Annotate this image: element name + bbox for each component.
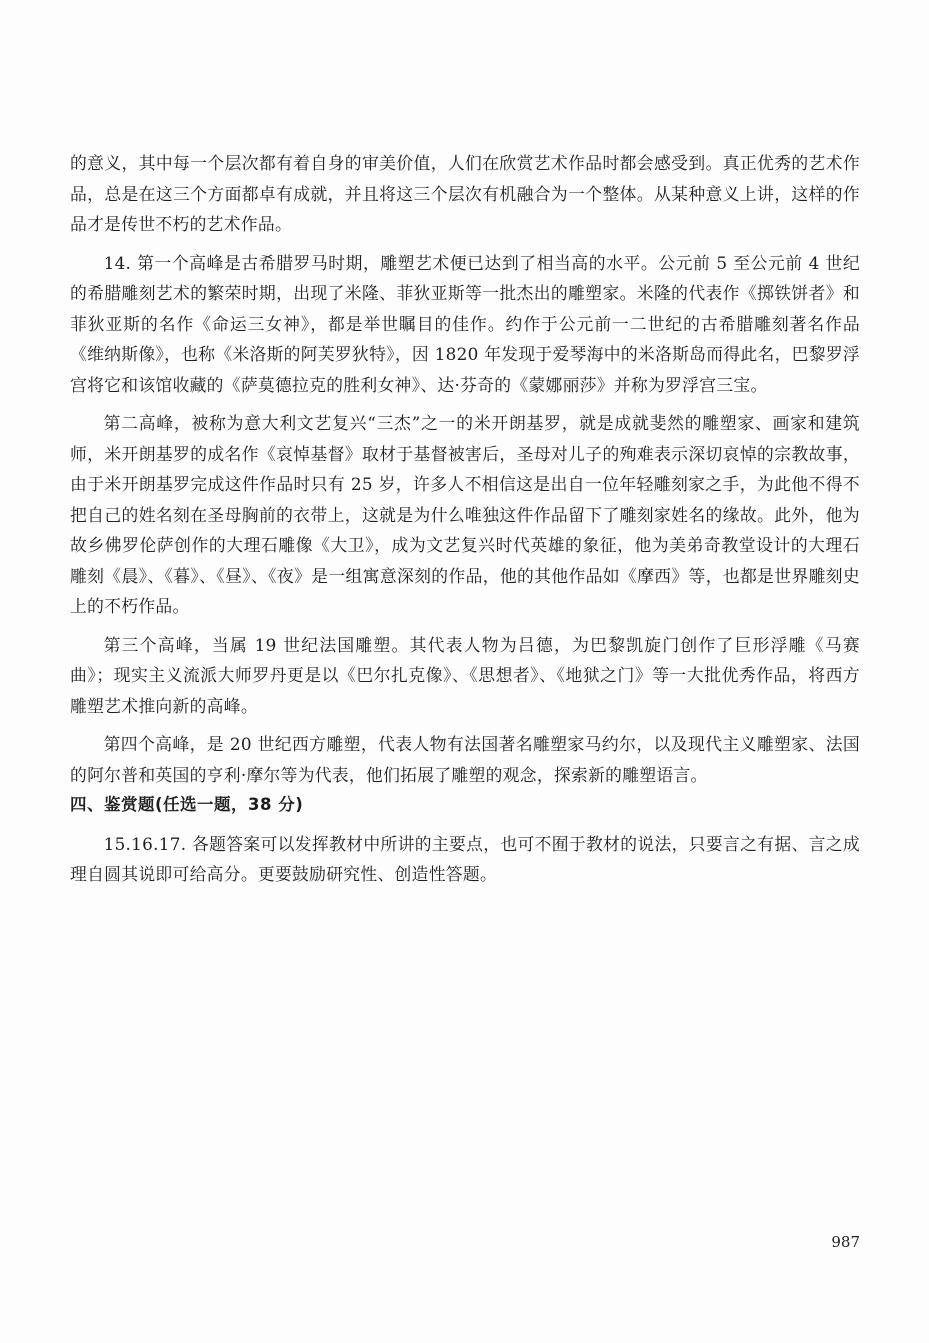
section-heading: 四、鉴赏题(任选一题，38 分) (70, 795, 304, 814)
page-number: 987 (831, 1233, 860, 1251)
paragraph-third-peak: 第三个高峰，当属 19 世纪法国雕塑。其代表人物为吕德，为巴黎凯旋门创作了巨形浮雕《马赛曲》；现实主义流派大师罗丹更是以《巴尔扎克像》、《思想者》、《地狱之门》等一大批优秀作品，将西方雕塑艺术推向新的高峰。 (70, 634, 860, 716)
paragraph-continuation: 的意义，其中每一个层次都有着自身的审美价值，人们在欣赏艺术作品时都会感受到。真正优秀的艺术作品，总是在这三个方面都卓有成就，并且将这三个层次有机融合为一个整体。从某种意义上讲，这样的作品才是传世不朽的艺术作品。 (70, 153, 860, 234)
paragraph-answers-15-17: 15.16.17. 各题答案可以发挥教材中所讲的主要点，也可不囿于教材的说法，只要言之有据、言之成理自圆其说即可给高分。更要鼓励研究性、创造性答题。 (70, 833, 860, 884)
document-body (70, 148, 860, 898)
paragraph-fourth-peak: 第四个高峰，是 20 世纪西方雕塑，代表人物有法国著名雕塑家马约尔，以及现代主义雕塑家、法国的阿尔普和英国的亨利·摩尔等为代表，他们拓展了雕塑的观念，探索新的雕塑语言。 (70, 734, 860, 785)
paragraph-answer-14: 14. 第一个高峰是古希腊罗马时期，雕塑艺术便已达到了相当高的水平。公元前 5 至公元前 4 世纪的希腊雕刻艺术的繁荣时期，出现了米隆、菲狄亚斯等一批杰出的雕塑家。米隆的代表作《掷铁饼者》和菲狄亚斯的名作《命运三女神》，都是举世瞩目的佳作。约作于公元前一二世纪的古希腊雕刻著名作品《维纳斯像》，也称《米洛斯的阿芙罗狄特》，因 1820 年发现于爱琴海中的米洛斯岛而得此名，巴黎罗浮宫将它和该馆收藏的《萨莫德拉克的胜利女神》、达·芬奇的《蒙娜丽莎》并称为罗浮宫三宝。 (70, 252, 860, 395)
paragraph-second-peak: 第二高峰，被称为意大利文艺复兴“三杰”之一的米开朗基罗，就是成就斐然的雕塑家、画家和建筑师，米开朗基罗的成名作《哀悼基督》取材于基督被害后，圣母对儿子的殉难表示深切哀悼的宗教故事，由于米开朗基罗完成这件作品时只有 25 岁，许多人不相信这是出自一位年轻雕刻家之手，为此他不得不把自己的姓名刻在圣母胸前的衣带上，这就是为什么唯独这件作品留下了雕刻家姓名的缘故。此外，他为故乡佛罗伦萨创作的大理石雕像《大卫》，成为文艺复兴时代英雄的象征，他为美弟奇教堂设计的大理石雕刻《晨》、《暮》、《昼》、《夜》是一组寓意深刻的作品，他的其他作品如《摩西》等，也都是世界雕刻史上的不朽作品。 (70, 413, 860, 616)
